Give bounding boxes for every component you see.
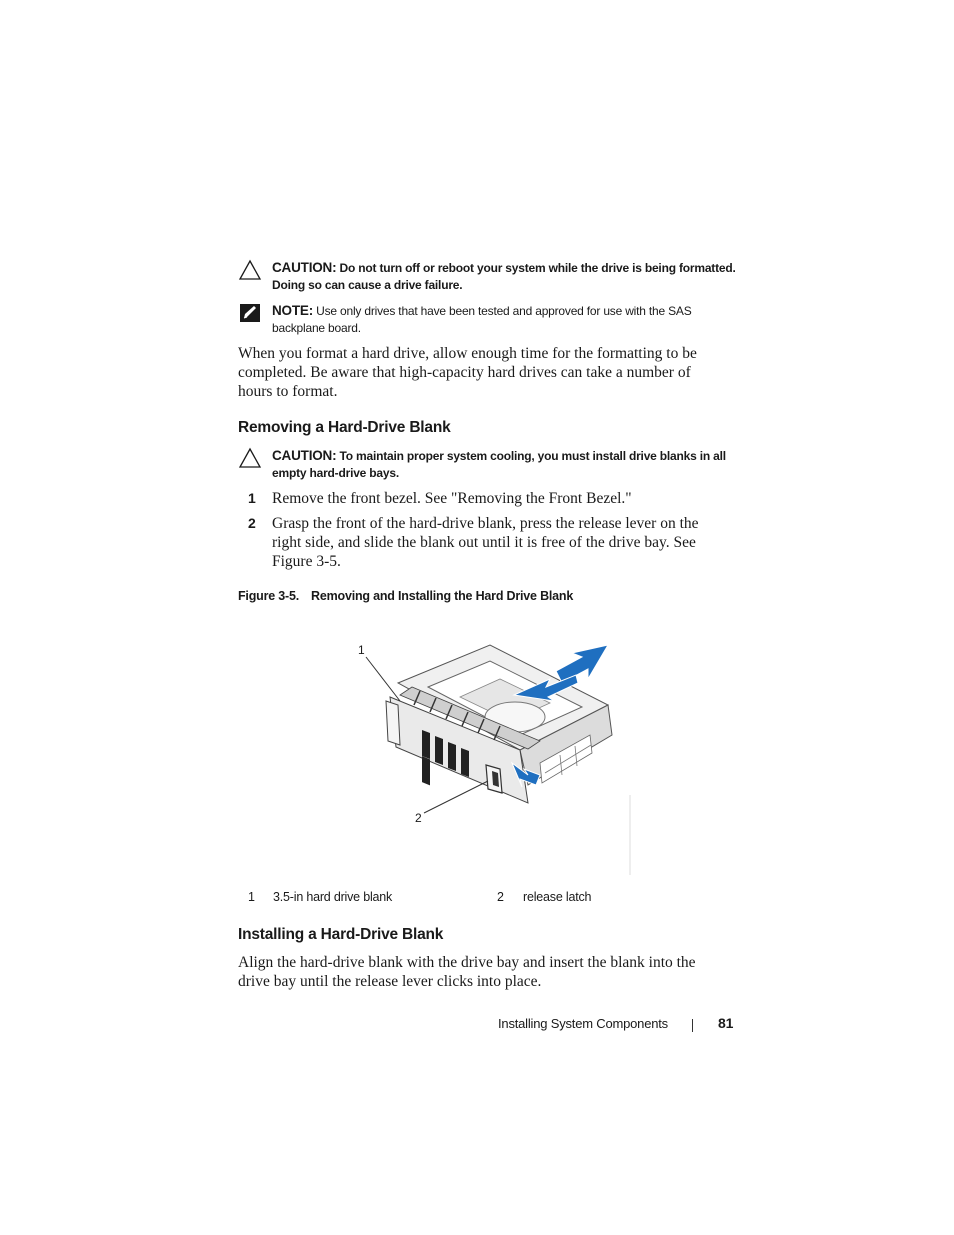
caution-triangle-icon [238, 447, 262, 469]
footer-divider [692, 1019, 693, 1032]
step-text: Remove the front bezel. See "Removing the Front Bezel." [272, 490, 632, 507]
footer-chapter-title: Installing System Components [498, 1016, 668, 1031]
section-heading-installing: Installing a Hard-Drive Blank [238, 926, 444, 943]
page-number: 81 [718, 1015, 734, 1031]
hard-drive-blank-illustration [350, 635, 640, 875]
installing-paragraph: Align the hard-drive blank with the drive bay and insert the blank into the drive bay until the release lever clicks into place. [238, 954, 696, 990]
step-text: Grasp the front of the hard-drive blank, press the release lever on the right side, and slide the blank out until it is free of the drive bay. See Figure 3-5. [272, 515, 699, 570]
legend-item-2-number: 2 [497, 890, 504, 904]
legend-item-1-label: 3.5-in hard drive blank [273, 890, 393, 904]
figure-number: Figure 3-5. [238, 589, 300, 603]
caution-body: To maintain proper system cooling, you must install drive blanks in all empty hard-drive bays. [272, 449, 726, 480]
note-body: Use only drives that have been tested and approved for use with the SAS backplane board. [272, 304, 692, 335]
step-number: 2 [248, 515, 256, 531]
section-heading-removing: Removing a Hard-Drive Blank [238, 419, 451, 436]
note-notice [238, 302, 738, 337]
note-pencil-icon [238, 302, 262, 324]
step-1 [238, 489, 728, 508]
note-label: NOTE: [272, 303, 313, 318]
step-number: 1 [248, 490, 256, 506]
caution-notice-cooling [238, 447, 738, 482]
caution-notice [238, 259, 738, 294]
legend-item-1-number: 1 [248, 890, 255, 904]
caution-text [272, 259, 738, 294]
figure-callout-1: 1 [358, 643, 365, 657]
caution-body: Do not turn off or reboot your system while the drive is being formatted. Doing so can cause a drive failure. [272, 261, 736, 292]
figure-callout-2: 2 [415, 811, 422, 825]
step-2 [238, 514, 728, 571]
format-paragraph: When you format a hard drive, allow enough time for the formatting to be completed. Be aware that high-capacity hard drives can take a number of hours to format. [238, 345, 697, 400]
figure-title: Removing and Installing the Hard Drive Blank [311, 589, 574, 603]
caution-label: CAUTION: [272, 260, 337, 275]
note-text [272, 302, 738, 337]
caution-triangle-icon [238, 259, 262, 281]
caution-label: CAUTION: [272, 448, 337, 463]
figure-caption [238, 589, 573, 603]
caution-text [272, 447, 738, 482]
legend-item-2-label: release latch [523, 890, 592, 904]
